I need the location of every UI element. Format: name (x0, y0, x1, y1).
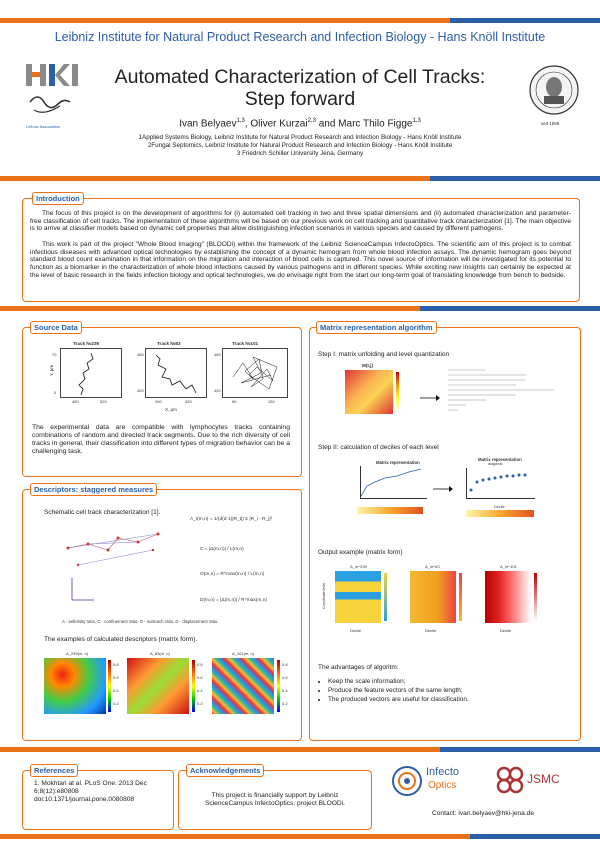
affiliations (80, 134, 520, 158)
advantages-list (318, 677, 578, 704)
track-239-ytick-bottom: 0 (54, 390, 57, 395)
hki-leibniz-logo (22, 60, 82, 130)
heatmap-1-tick-1: 0.8 (113, 662, 119, 667)
heatmap-3-tick-3: 0.4 (282, 688, 288, 693)
output-heatmap-1 (335, 571, 381, 623)
jsmc-text: JSMC (527, 772, 560, 786)
footer-bar (0, 747, 600, 752)
affiliation-1: 1Applied Systems Biology, Leibniz Institute for Natural Product Research and Infection Biology - Hans Knöll Institute (138, 134, 462, 141)
heatmap-3-title: A_101(m, n) (232, 651, 255, 656)
top-bar (0, 18, 600, 23)
optics-text: Optics (428, 780, 457, 791)
track-83-ytick-bottom: 420 (137, 388, 144, 393)
track-101-title: Track №101 (232, 341, 259, 346)
chart1-title: Matrix representation (376, 460, 420, 465)
introduction-heading: Introduction (32, 192, 84, 205)
affiliation-2: 2Fungal Septomics, Leibniz Institute for Natural Product Research and Infection Biology - Hans Knöll Institute (147, 142, 453, 149)
track-101-xtick-left: 60 (232, 399, 237, 404)
examples-title: The examples of calculated descriptors (matrix form). (44, 636, 198, 643)
title-line-2: Step forward (244, 88, 356, 110)
track-239-xtick-left: 480 (72, 399, 79, 404)
authors: Ivan Belyaev$^{1,3}$, Oliver Kurzai$^{2,3}$ and Marc Thilo Figge$^{1,3}$ (179, 118, 421, 130)
title-line-1: Automated Characterization of Cell Tracks: (114, 66, 486, 88)
acknowledgements-text: This project is financially support by Leibniz ScienceCampus InfectoOptics, project BLOODi. (205, 792, 345, 807)
matrix-heading: Matrix representation algorithm (316, 321, 437, 334)
schematic-title: Schematic cell track characterization [1]. (44, 509, 161, 516)
heatmap-3-tick-1: 0.8 (282, 662, 288, 667)
heatmap-1-tick-2: 0.6 (113, 675, 119, 680)
schematic-diagram (58, 520, 178, 605)
track-83-xtick-right: 320 (185, 399, 192, 404)
descriptors-caption: A - asferisity ratio, C - confinement ratio, O - outreach ratio, D - displacement ratio. (62, 619, 219, 624)
track-239-ytick-top: 70 (52, 352, 57, 357)
heatmap-3-tick-2: 0.6 (282, 675, 288, 680)
chart2-title: Matrix representation (478, 457, 522, 462)
output-1-title: A_m^239 (350, 564, 367, 569)
output-title: Output example (matrix form) (318, 549, 403, 556)
track-83-title: Track №83 (157, 341, 181, 346)
colorbar-3 (277, 660, 280, 712)
matrix-title: M(t,j) (362, 363, 373, 368)
output-heatmap-2 (410, 571, 456, 623)
seal-caption: seit 1558 (541, 121, 560, 126)
output-colorbar-1 (384, 573, 387, 621)
formula-aspherity: A_t(m,n) = 1/(d(d-1)|R_t|) Σ |R_i - R_j|² (190, 517, 273, 522)
infecto-text: Infecto (426, 766, 460, 778)
references-heading: References (30, 764, 78, 777)
institute-name: Leibniz Institute for Natural Product Research and Infection Biology - Hans Knöll Institute (54, 30, 546, 44)
source-data-heading: Source Data (30, 321, 82, 334)
track-101-ytick-bottom: 420 (214, 388, 221, 393)
track-239-title: Track №239 (73, 341, 100, 346)
heatmap-1-tick-3: 0.4 (113, 688, 119, 693)
affiliation-3: 3 Friedrich Schiller University Jena, Germany (236, 150, 364, 157)
cumulative-chart (360, 466, 427, 499)
heatmap-2-tick-1: 0.8 (197, 662, 203, 667)
heatmap-2-title: A_83(m, n) (150, 651, 170, 656)
track-101-xtick-right: 150 (268, 399, 275, 404)
leibniz-association-label: Leibniz Association (26, 124, 61, 129)
output-1-xlabel: Decile (350, 628, 362, 633)
deciles-chart (466, 468, 535, 499)
colorbar-1 (108, 660, 111, 712)
advantage-1: • Keep the scale information; (328, 677, 578, 686)
quantized-levels (446, 366, 556, 414)
step2-title: Step II: calculation of deciles of each level (318, 444, 439, 451)
contact-email[interactable]: Contact: ivan.belyaev@hki-jena.de (432, 810, 534, 817)
source-data-text: The experimental data are compatible with lymphocytes tracks containing combinations of random and directed track segments. Due to the rich diversity of cell tracks in general, their classification into different types of migration behavior can be a challenging task. (32, 424, 290, 455)
source-xlabel: X, μm (165, 407, 177, 412)
source-ylabel: Y, μm (49, 364, 55, 377)
header-bar (0, 176, 600, 181)
unfolding-matrix (345, 370, 393, 414)
heatmap-1-tick-4: 0.2 (113, 701, 119, 706)
infecto-optics-logo (390, 764, 470, 798)
acknowledgements-heading: Acknowledgements (186, 764, 264, 777)
heatmap-2-tick-3: 0.4 (197, 688, 203, 693)
intro-paragraph-2: This work is part of the project "Whole Blood Imaging" (BLOODi) within the framework of the Leibniz ScienceCampus InfectoOptics. The scientific aim of this project is to combat infectious diseases with advanced optical technologies by establishing the concept of a dynamic hemogram from whole blood infection assays. The dynamic hemogram goes beyond standard blood count examination in that information on the migration and interaction of blood cells is captured. This novel source of information will be investigated for its potential to function as a biomarker in the characterization of whole blood infections caused by various pathogens and in different species. While exciting new insights can certainly be expected at the level of basic research in the fields infection biology and optical technologies, we do envisage right from the start our long-term goal of translating knowledge from bench to bedside. (30, 241, 571, 279)
level-colorbar-2 (466, 510, 534, 517)
heatmap-2 (127, 658, 189, 714)
jsmc-logo (494, 764, 574, 800)
bottom-bar (0, 834, 600, 839)
intro-paragraph-1: The focus of this project is on the development of algorithms for (i) automated cell tracking in two and three spatial dimensions and (ii) automated characterization and parameter-free classification of cell tracks. The implementation of these algorithms will be based on our previous work on cell tracking and quantitative track characterization [1]. The main objective is to arrive at classifier models based on dynamic cell properties that allow distinguishing infection scenarios in various species and caused by different pathogens. (30, 210, 571, 233)
output-3-title: A_m^101 (500, 564, 517, 569)
colorbar-2 (192, 660, 195, 712)
track-101-plot (222, 348, 288, 398)
output-2-title: A_m^83 (425, 564, 440, 569)
step1-title: Step I: matrix unfolding and level quantization (318, 351, 450, 358)
formula-outreach: O(m,n) = R^max(m,n) / L(m,n) (200, 572, 265, 577)
track-101-ytick-top: 480 (214, 352, 221, 357)
descriptors-heading: Descriptors: staggered measures (30, 483, 157, 496)
output-heatmap-3 (485, 571, 531, 623)
output-3-xlabel: Decile (500, 628, 512, 633)
heatmap-2-tick-2: 0.6 (197, 675, 203, 680)
heatmap-3-tick-4: 0.2 (282, 701, 288, 706)
matrix-colorbar (396, 372, 399, 412)
track-83-ytick-top: 480 (137, 352, 144, 357)
intro-bar (0, 306, 600, 311)
output-2-xlabel: Decile (425, 628, 437, 633)
output-colorbar-2 (459, 573, 462, 621)
heatmap-1 (44, 658, 106, 714)
output-ylabel: Coordinate level (321, 583, 326, 609)
heatmap-1-title: A_239(m, n) (66, 651, 89, 656)
advantages-title: The advantages of algoritm: (318, 664, 399, 671)
track-83-plot (145, 348, 207, 398)
formula-confinement: C = |Δ(m,n)| / L(m,n) (200, 547, 244, 552)
track-239-xtick-right: 520 (100, 399, 107, 404)
advantage-2: • Produce the feature vectors of the same length; (328, 686, 578, 695)
heatmap-2-tick-4: 0.2 (197, 701, 203, 706)
university-seal (528, 62, 580, 118)
arrow-icon (420, 388, 440, 394)
formula-displacement: D(m,n) = |Δ(m,n)| / R^max(m,n) (200, 598, 267, 603)
heatmap-3 (212, 658, 274, 714)
references-text: 1. Mokhtari at al. PLoS One. 2013 Dec 6;8(12):e80808 doi:10.1371/journal.pone.0080808 (34, 780, 147, 803)
poster-title (80, 66, 520, 110)
chart2-subtitle: diagonal (488, 462, 503, 466)
arrow-icon-2 (433, 479, 453, 485)
output-colorbar-3 (534, 573, 537, 621)
level-colorbar-1 (357, 507, 423, 514)
advantage-3: • The produced vectors are useful for classification. (328, 695, 578, 704)
deciles-xlabel: Decile (494, 505, 505, 509)
track-239-plot (60, 348, 122, 398)
track-83-xtick-left: 260 (155, 399, 162, 404)
